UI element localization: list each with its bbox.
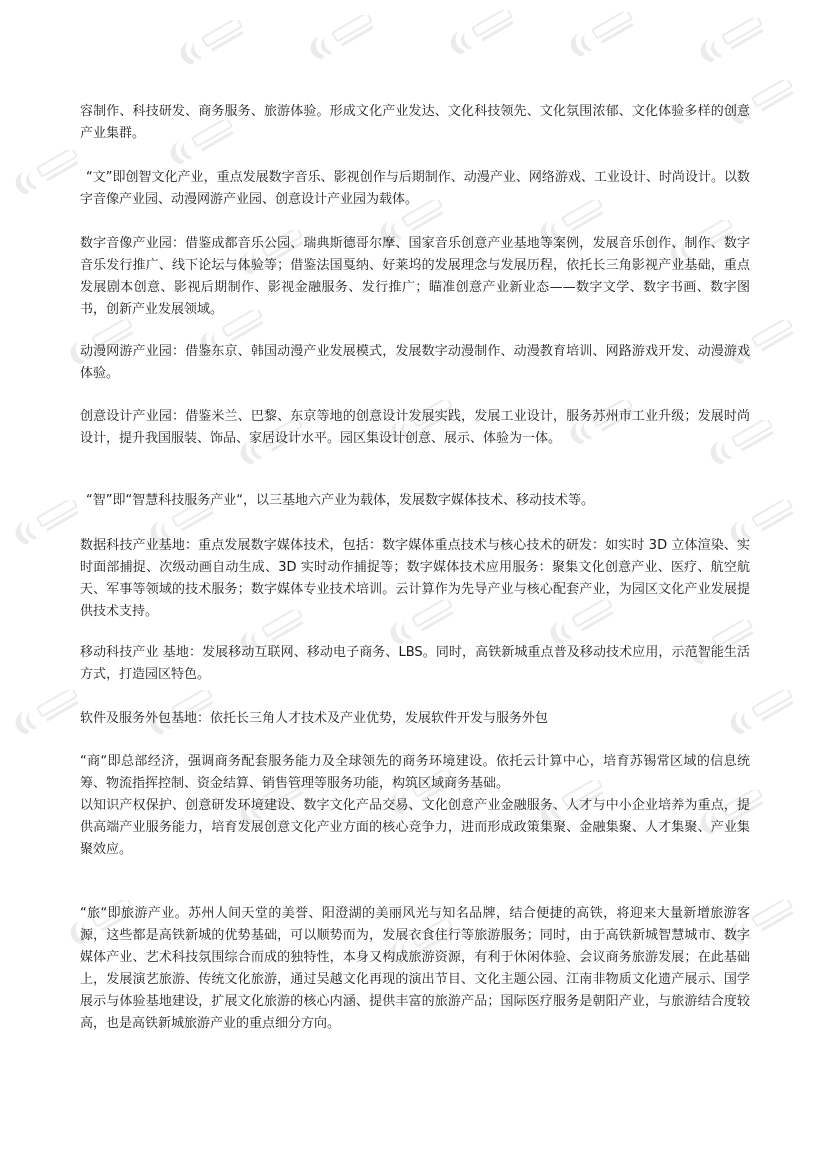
paragraph-digital-audio-park: 数字音像产业园：借鉴成都音乐公园、瑞典斯德哥尔摩、国家音乐创意产业基地等案例，发展音乐创作、制作、数字音乐发行推广、线下论坛与体验等；借鉴法国戛纳、好莱坞的发展理念与发展历程，依托长三角影视产业基础，重点发展剧本创意、影视后期制作、影视金融服务、发行推广；瞄准创意产业新业态——数字文学、数字书画、数字图书，创新产业发展领域。	[80, 236, 750, 317]
paragraph-mobile-tech-base: 移动科技产业 基地：发展移动互联网、移动电子商务、LBS。同时，高铁新城重点普及移动技术应用，示范智能生活方式，打造园区特色。	[80, 645, 750, 682]
watermark-logo	[170, 20, 260, 64]
paragraph-animation-game-park: 动漫网游产业园：借鉴东京、韩国动漫产业发展模式，发展数字动漫制作、动漫教育培训、网路游戏开发、动漫游戏体验。	[80, 344, 750, 381]
paragraph-intro-continued: 容制作、科技研发、商务服务、旅游体验。形成文化产业发达、文化科技领先、文化氛围浓郁、文化体验多样的创意产业集群。	[80, 104, 750, 141]
paragraph-lv: “旅“即旅游产业。苏州人间天堂的美誉、阳澄湖的美丽风光与知名品牌，结合便捷的高铁，将迎来大量新增旅游客源，这些都是高铁新城的优势基础，可以顺势而为，发展衣食住行等旅游服务；同时，由于高铁新城智慧城市、数字媒体产业、艺术科技氛围综合而成的独特性，本身又构成旅游资源，有利于休闲体验、会议商务旅游发展；在此基础上，发展演艺旅游、传统文化旅游，通过吴越文化再现的演出节目、文化主题公园、江南非物质文化遗产展示、国学展示与体验基地建设，扩展文化旅游的核心内涵、提供丰富的旅游产品；国际医疗服务是朝阳产业，与旅游结合度较高，也是高铁新城旅游产业的重点细分方向。	[80, 906, 750, 1031]
watermark-logo	[690, 18, 780, 62]
paragraph-creative-design-park: 创意设计产业园：借鉴米兰、巴黎、东京等地的创意设计发展实践，发展工业设计，服务苏州市工业升级；发展时尚设计，提升我国服装、饰品、家居设计水平。园区集设计创意、展示、体验为一体。	[80, 409, 750, 446]
paragraph-shang: “商“即总部经济，强调商务配套服务能力及全球领先的商务环境建设。依托云计算中心，培育苏锡常区域的信息统筹、物流指挥控制、资金结算、销售管理等服务功能，构筑区域商务基础。	[80, 754, 750, 791]
paragraph-wen: “文”即创智文化产业，重点发展数字音乐、影视创作与后期制作、动漫产业、网络游戏、工业设计、时尚设计。以数字音像产业园、动漫网游产业园、创意设计产业园为载体。	[80, 170, 750, 207]
paragraph-data-tech-base: 数据科技产业基地：重点发展数字媒体技术，包括：数字媒体重点技术与核心技术的研发：如实时 3D 立体渲染、实时面部捕捉、次级动画自动生成、3D 实时动作捕捉等；数字媒体技术应用服务：聚集文化创意产业、医疗、航空航天、军事等领域的技术服务；数字媒体专业技术培训。云计算作为先导产业与核心配套产业，为园区文化产业发展提供技术支持。	[80, 538, 750, 619]
watermark-logo	[300, 15, 390, 59]
watermark-logo	[560, 12, 650, 56]
paragraph-zhi: “智”即“智慧科技服务产业“，以三基地六产业为载体，发展数字媒体技术、移动技术等。	[86, 493, 594, 508]
paragraph-ip-services: 以知识产权保护、创意研发环境建设、数字文化产品交易、文化创意产业金融服务、人才与中小企业培养为重点，提供高端产业服务能力，培育发展创意文化产业方面的核心竞争力，进而形成政策集聚、金融集聚、人才集聚、产业集聚效应。	[80, 798, 750, 857]
paragraph-software-base: 软件及服务外包基地：依托长三角人才技术及产业优势，发展软件开发与服务外包	[80, 711, 549, 726]
watermark-logo	[440, 10, 530, 54]
